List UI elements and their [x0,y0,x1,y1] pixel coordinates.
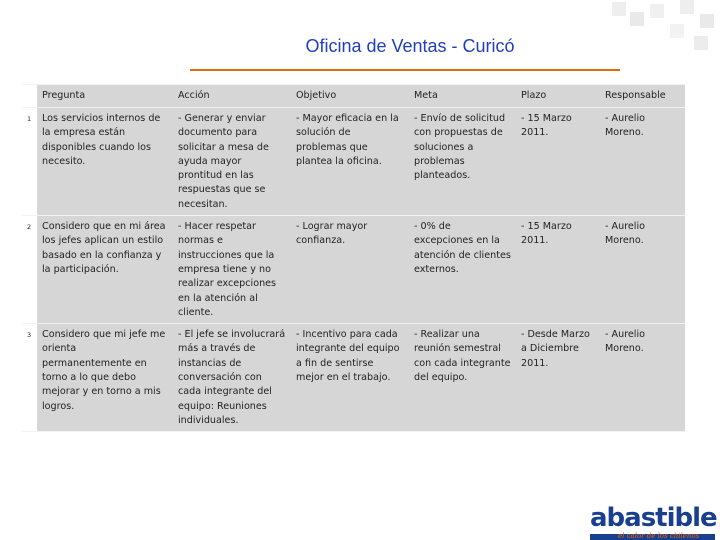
cell-responsable: - Aurelio Moreno. [600,108,685,216]
row-number: 3 [22,324,37,432]
cell-objetivo: - Mayor eficacia en la solución de problemas que plantea la oficina. [291,108,409,216]
header-accion: Acción [173,85,291,108]
abastible-logo [590,503,715,540]
cell-accion: - Generar y enviar documento para solicitar a mesa de ayuda mayor prontitud en las respuestas que se necesitan. [173,108,291,216]
row-number: 1 [22,108,37,216]
action-plan-table [22,84,685,432]
header-pregunta: Pregunta [37,85,173,108]
cell-plazo: - 15 Marzo 2011. [516,216,600,324]
cell-responsable: - Aurelio Moreno. [600,216,685,324]
cell-plazo: - Desde Marzo a Diciembre 2011. [516,324,600,432]
logo-tagline: el calor de los chilenos [618,532,700,540]
cell-plazo: - 15 Marzo 2011. [516,108,600,216]
cell-accion: - Hacer respetar normas e instrucciones que la empresa tiene y no realizar excepciones en la atención al cliente. [173,216,291,324]
cell-pregunta: Considero que mi jefe me orienta permanentemente en torno a lo que debo mejorar y en torno a mis logros. [37,324,173,432]
header-objetivo: Objetivo [291,85,409,108]
header-responsable: Responsable [600,85,685,108]
cell-meta: - Realizar una reunión semestral con cada integrante del equipo. [409,324,516,432]
header-meta: Meta [409,85,516,108]
row-number: 2 [22,216,37,324]
cell-meta: - Envío de solicitud con propuestas de soluciones a problemas planteados. [409,108,516,216]
page-title: Oficina de Ventas - Curicó [305,36,515,56]
cell-accion: - El jefe se involucrará más a través de instancias de conversación con cada integrante del equipo: Reuniones individuales. [173,324,291,432]
cell-pregunta: Los servicios internos de la empresa están disponibles cuando los necesito. [37,108,173,216]
cell-responsable: - Aurelio Moreno. [600,324,685,432]
cell-objetivo: - Incentivo para cada integrante del equipo a fin de sentirse mejor en el trabajo. [291,324,409,432]
table-header-row [22,85,685,108]
cell-pregunta: Considero que en mi área los jefes aplican un estilo basado en la confianza y la participación. [37,216,173,324]
title-underline [190,69,620,71]
header-plazo: Plazo [516,85,600,108]
logo-wordmark: abastible [590,503,717,533]
table-row [22,324,685,432]
table-row [22,108,685,216]
table-row [22,216,685,324]
header-number-cell [22,85,37,108]
cell-objetivo: - Lograr mayor confianza. [291,216,409,324]
cell-meta: - 0% de excepciones en la atención de clientes externos. [409,216,516,324]
